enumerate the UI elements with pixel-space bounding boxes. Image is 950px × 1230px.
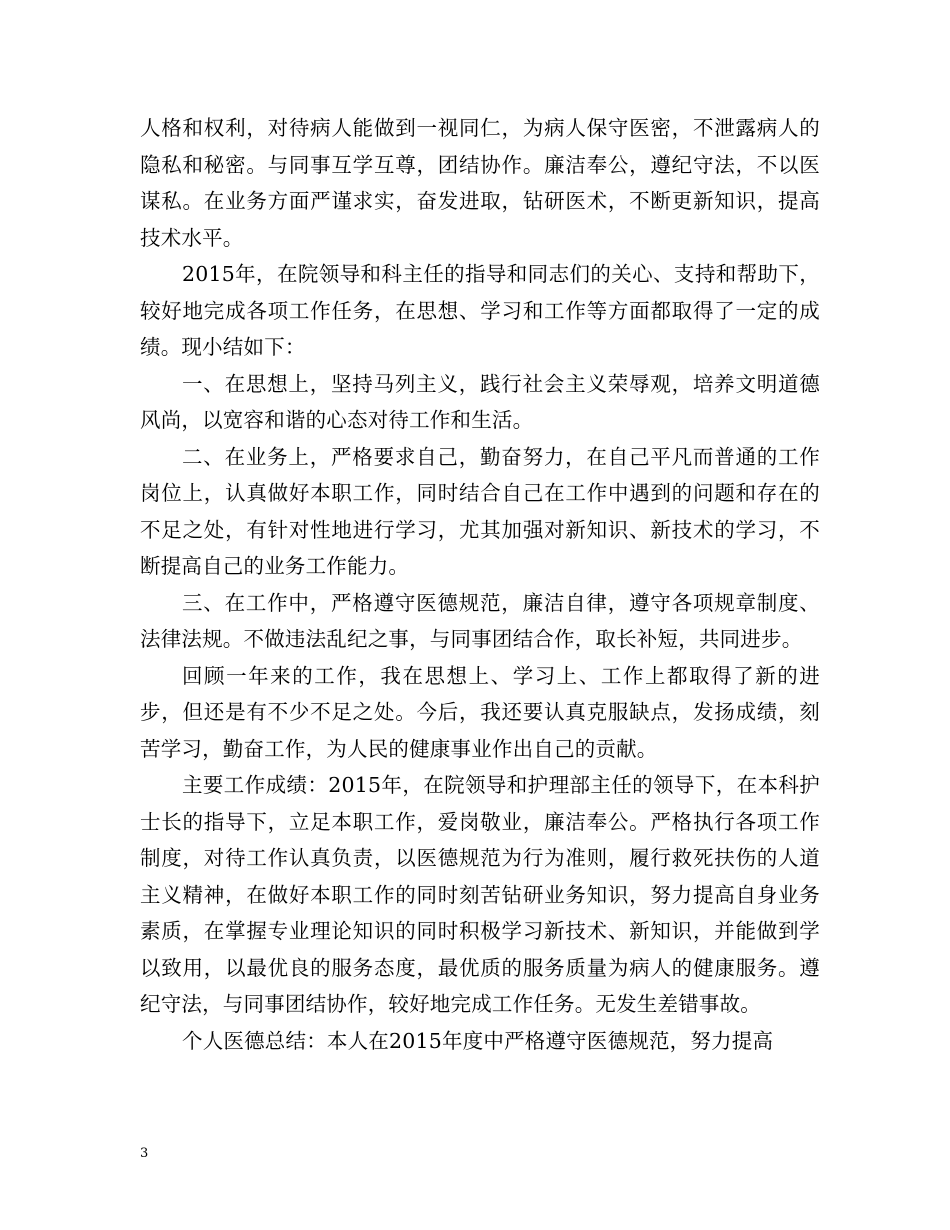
paragraph-review: 回顾一年来的工作，我在思想上、学习上、工作上都取得了新的进步，但还是有不少不足之处。今后，我还要认真克服缺点，发扬成绩，刻苦学习，勤奋工作，为人民的健康事业作出自己的贡献。 [140,663,820,761]
page-number: 3 [140,1146,149,1161]
paragraph-thought: 一、在思想上，坚持马列主义，践行社会主义荣辱观，培养文明道德风尚，以宽容和谐的心态对待工作和生活。 [140,371,820,432]
document-body [140,110,820,1059]
paragraph-achievements: 主要工作成绩：2015年，在院领导和护理部主任的领导下，在本科护士长的指导下，立足本职工作，爱岗敬业，廉洁奉公。严格执行各项工作制度，对待工作认真负责，以医德规范为行为准则，履行救死扶伤的人道主义精神，在做好本职工作的同时刻苦钻研业务知识，努力提高自身业务素质，在掌握专业理论知识的同时积极学习新技术、新知识，并能做到学以致用，以最优良的服务态度，最优质的服务质量为病人的健康服务。遵纪守法，与同事团结协作，较好地完成工作任务。无发生差错事故。 [140,773,820,1016]
paragraph-work: 三、在工作中，严格遵守医德规范，廉洁自律，遵守各项规章制度、法律法规。不做违法乱纪之事，与同事团结合作，取长补短，共同进步。 [140,590,820,651]
paragraph-intro: 2015年，在院领导和科主任的指导和同志们的关心、支持和帮助下，较好地完成各项工作任务，在思想、学习和工作等方面都取得了一定的成绩。现小结如下： [140,262,820,359]
paragraph-ethics-summary: 个人医德总结：本人在2015年度中严格遵守医德规范，努力提高 [182,1028,774,1053]
paragraph-business: 二、在业务上，严格要求自己，勤奋努力，在自己平凡而普通的工作岗位上，认真做好本职工作，同时结合自己在工作中遇到的问题和存在的不足之处，有针对性地进行学习，尤其加强对新知识、新技术的学习，不断提高自己的业务工作能力。 [140,444,820,578]
paragraph-continuation: 人格和权利，对待病人能做到一视同仁，为病人保守医密，不泄露病人的隐私和秘密。与同事互学互尊，团结协作。廉洁奉公，遵纪守法，不以医谋私。在业务方面严谨求实，奋发进取，钻研医术，不断更新知识，提高技术水平。 [140,116,820,250]
